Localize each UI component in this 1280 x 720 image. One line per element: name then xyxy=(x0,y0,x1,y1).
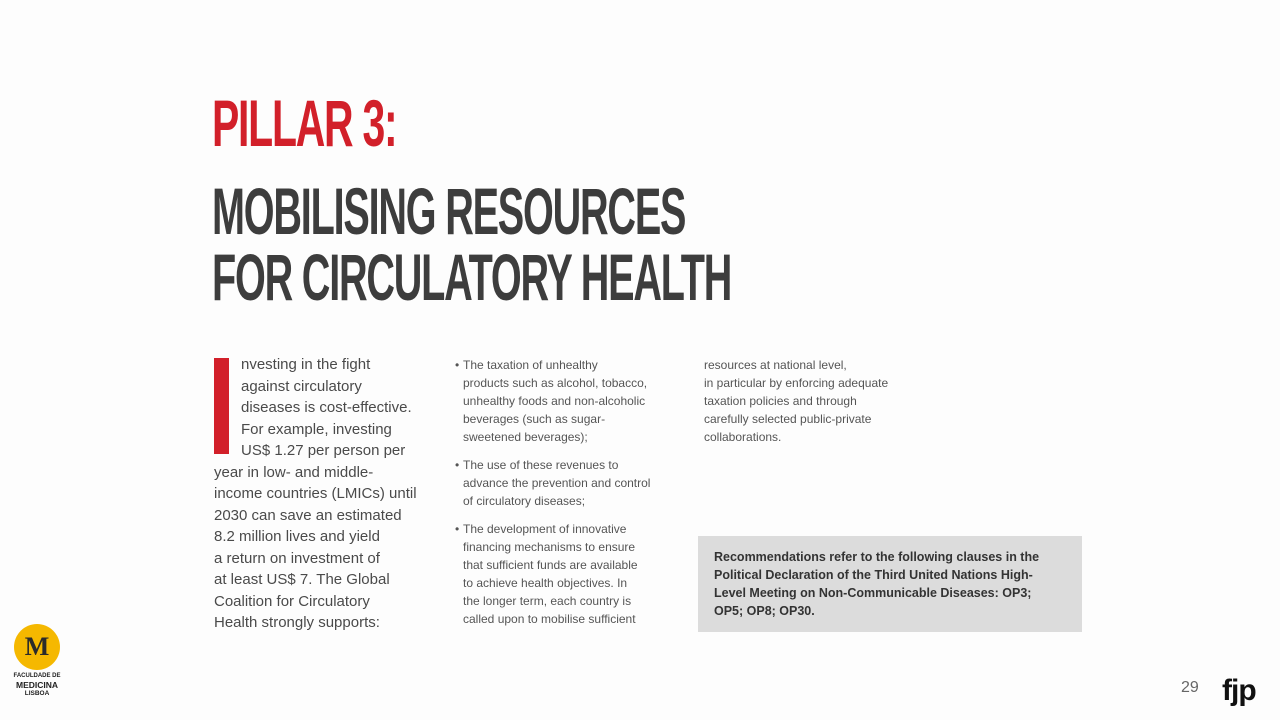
bullet-line: called upon to mobilise sufficient xyxy=(463,612,636,626)
continuation-line: in particular by enforcing adequate xyxy=(704,376,889,390)
continuation-line: resources at national level, xyxy=(704,358,847,372)
intro-line: year in low- and middle- xyxy=(214,463,374,481)
bullet-line: to achieve health objectives. In xyxy=(463,576,628,590)
recommendations-box xyxy=(698,536,1082,632)
bullet-line: sweetened beverages); xyxy=(463,430,588,444)
bullet-line: the longer term, each country is xyxy=(463,594,632,608)
bullet-icon: • xyxy=(455,522,460,536)
intro-line: 8.2 million lives and yield xyxy=(214,528,380,545)
bullet-line: beverages (such as sugar- xyxy=(463,412,606,426)
logo-emblem-icon: M xyxy=(14,624,60,670)
logo-line-3: LISBOA xyxy=(24,690,50,697)
continuation-text xyxy=(704,356,934,446)
logo-line-2: MEDICINA xyxy=(15,680,59,690)
intro-line: Coalition for Circulatory xyxy=(214,592,370,610)
intro-line: 2030 can save an estimated xyxy=(214,506,402,524)
continuation-line: carefully selected public-private xyxy=(704,412,872,426)
intro-line: at least US$ 7. The Global xyxy=(214,571,390,588)
continuation-line: collaborations. xyxy=(704,430,782,444)
intro-line: nvesting in the fight xyxy=(241,356,371,373)
intro-column xyxy=(214,354,434,634)
bullet-line: The use of these revenues to xyxy=(463,458,619,472)
bullet-list xyxy=(455,356,685,638)
bullet-item-financing xyxy=(455,520,685,628)
intro-line: For example, investing xyxy=(241,420,392,438)
faculty-logo xyxy=(8,624,66,698)
pillar-label: PILLAR 3: xyxy=(212,86,397,160)
bullet-line: The taxation of unhealthy xyxy=(463,358,598,372)
intro-line: income countries (LMICs) until xyxy=(214,485,417,502)
logo-line-1: FACULDADE DE xyxy=(13,673,61,679)
continuation-line: taxation policies and through xyxy=(704,394,857,408)
bullet-line: financing mechanisms to ensure xyxy=(463,540,636,554)
bullet-item-revenues xyxy=(455,456,685,510)
dropcap-bar xyxy=(214,358,229,454)
heading-line-2: FOR CIRCULATORY HEALTH xyxy=(212,240,732,314)
brand-logo: fjp xyxy=(1222,674,1256,707)
bullet-line: products such as alcohol, tobacco, xyxy=(463,376,648,390)
bullet-line: that sufficient funds are available xyxy=(463,558,638,572)
slide-heading xyxy=(212,174,732,314)
bullet-line: of circulatory diseases; xyxy=(463,494,586,508)
intro-line: US$ 1.27 per person per xyxy=(241,442,406,459)
page-number: 29 xyxy=(1181,679,1199,696)
recommendations-text xyxy=(714,548,1064,620)
intro-line: against circulatory xyxy=(241,377,362,395)
recommendations-line: Level Meeting on Non-Communicable Diseases: OP3; xyxy=(714,586,1032,600)
intro-line: Health strongly supports: xyxy=(214,614,380,631)
recommendations-line: OP5; OP8; OP30. xyxy=(714,604,815,618)
intro-line: diseases is cost-effective. xyxy=(241,399,412,416)
recommendations-line: Recommendations refer to the following clauses in the xyxy=(714,550,1040,564)
bullet-line: The development of innovative xyxy=(463,522,627,536)
bullet-icon: • xyxy=(455,458,460,472)
bullet-item-taxation xyxy=(455,356,685,446)
recommendations-line: Political Declaration of the Third United Nations High- xyxy=(714,568,1033,582)
heading-line-1: MOBILISING RESOURCES xyxy=(212,174,686,248)
bullet-icon: • xyxy=(455,358,460,372)
bullet-line: advance the prevention and control xyxy=(463,476,651,490)
bullet-line: unhealthy foods and non-alcoholic xyxy=(463,394,646,408)
intro-line: a return on investment of xyxy=(214,549,380,567)
